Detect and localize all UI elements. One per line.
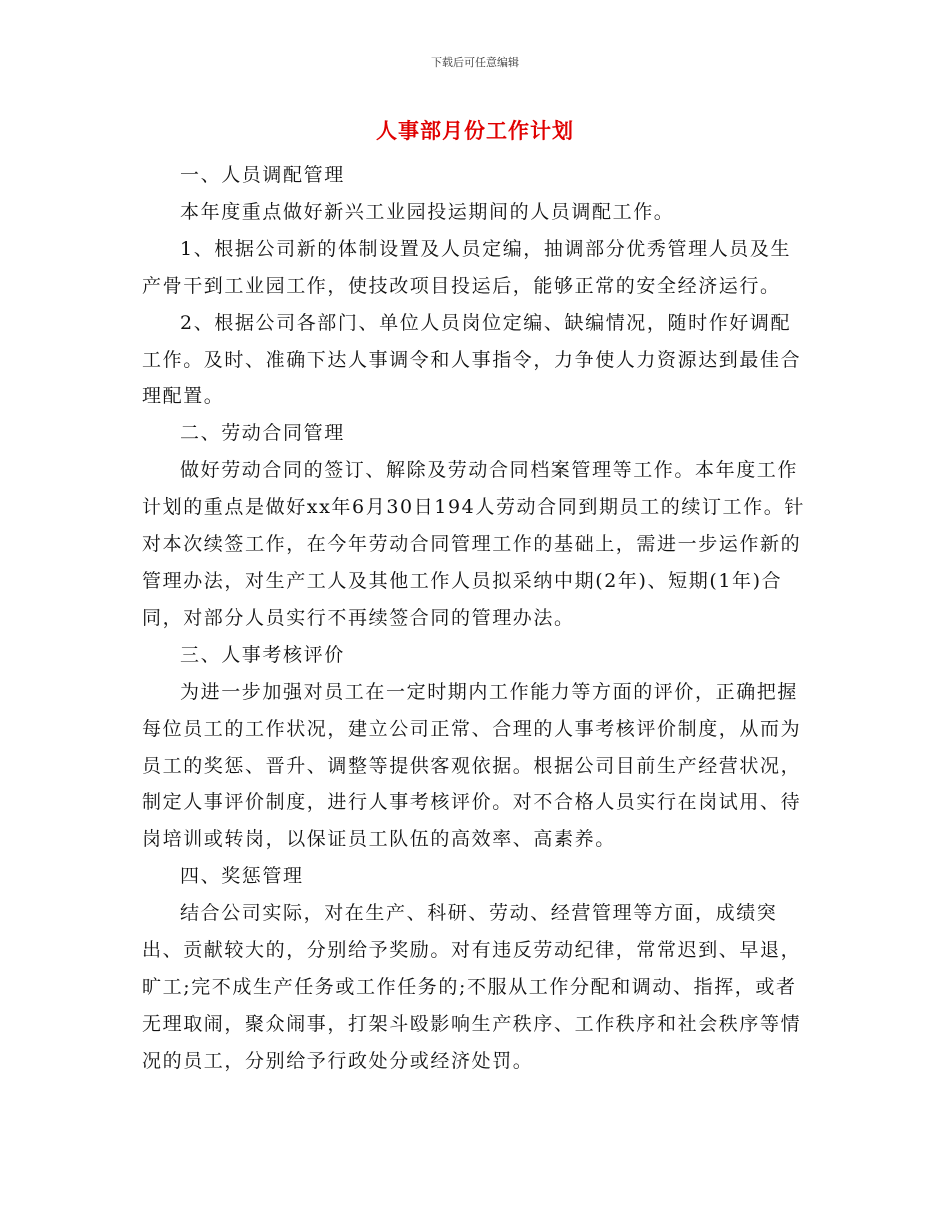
section-heading-3: 三、人事考核评价 [180,643,345,666]
document-title: 人事部月份工作计划 [376,119,574,143]
paragraph: 为进一步加强对员工在一定时期内工作能力等方面的评价，正确把握每位员工的工作状况，建立公司正常、合理的人事考核评价制度，从而为员工的奖惩、晋升、调整等提供客观依据。根据公司目前生产经营状况，制定人事评价制度，进行人事考核评价。对不合格人员实行在岗试用、待岗培训或转岗，以保证员工队伍的高效率、高素养。 [142,680,802,851]
paragraph: 做好劳动合同的签订、解除及劳动合同档案管理等工作。本年度工作计划的重点是做好xx年6月30日194人劳动合同到期员工的续订工作。针对本次续签工作，在今年劳动合同管理工作的基础上，需进一步运作新的管理办法，对生产工人及其他工作人员拟采纳中期(2年)、短期(1年)合同，对部分人员实行不再续签合同的管理办法。 [142,459,805,629]
section-heading-1: 一、人员调配管理 [180,164,345,186]
paragraph: 结合公司实际，对在生产、科研、劳动、经营管理等方面，成绩突出、贡献较大的，分别给予奖励。对有违反劳动纪律，常常迟到、早退，旷工;完不成生产任务或工作任务的;不服从工作分配和调动、指挥，或者无理取闹，聚众闹事，打架斗殴影响生产秩序、工作秩序和社会秩序等情况的员工，分别给予行政处分或经济处罚。 [142,902,802,1072]
header-note: 下载后可任意编辑 [431,56,519,69]
paragraph: 本年度重点做好新兴工业园投运期间的人员调配工作。 [180,200,675,223]
paragraph: 2、根据公司各部门、单位人员岗位定编、缺编情况，随时作好调配工作。及时、准确下达人事调令和人事指令，力争使人力资源达到最佳合理配置。 [142,311,802,408]
section-heading-2: 二、劳动合同管理 [180,422,345,445]
document-body [142,157,810,1080]
paragraph: 1、根据公司新的体制设置及人员定编，抽调部分优秀管理人员及生产骨干到工业园工作，使技改项目投运后，能够正常的安全经济运行。 [142,237,792,297]
section-heading-4: 四、奖惩管理 [180,865,304,888]
